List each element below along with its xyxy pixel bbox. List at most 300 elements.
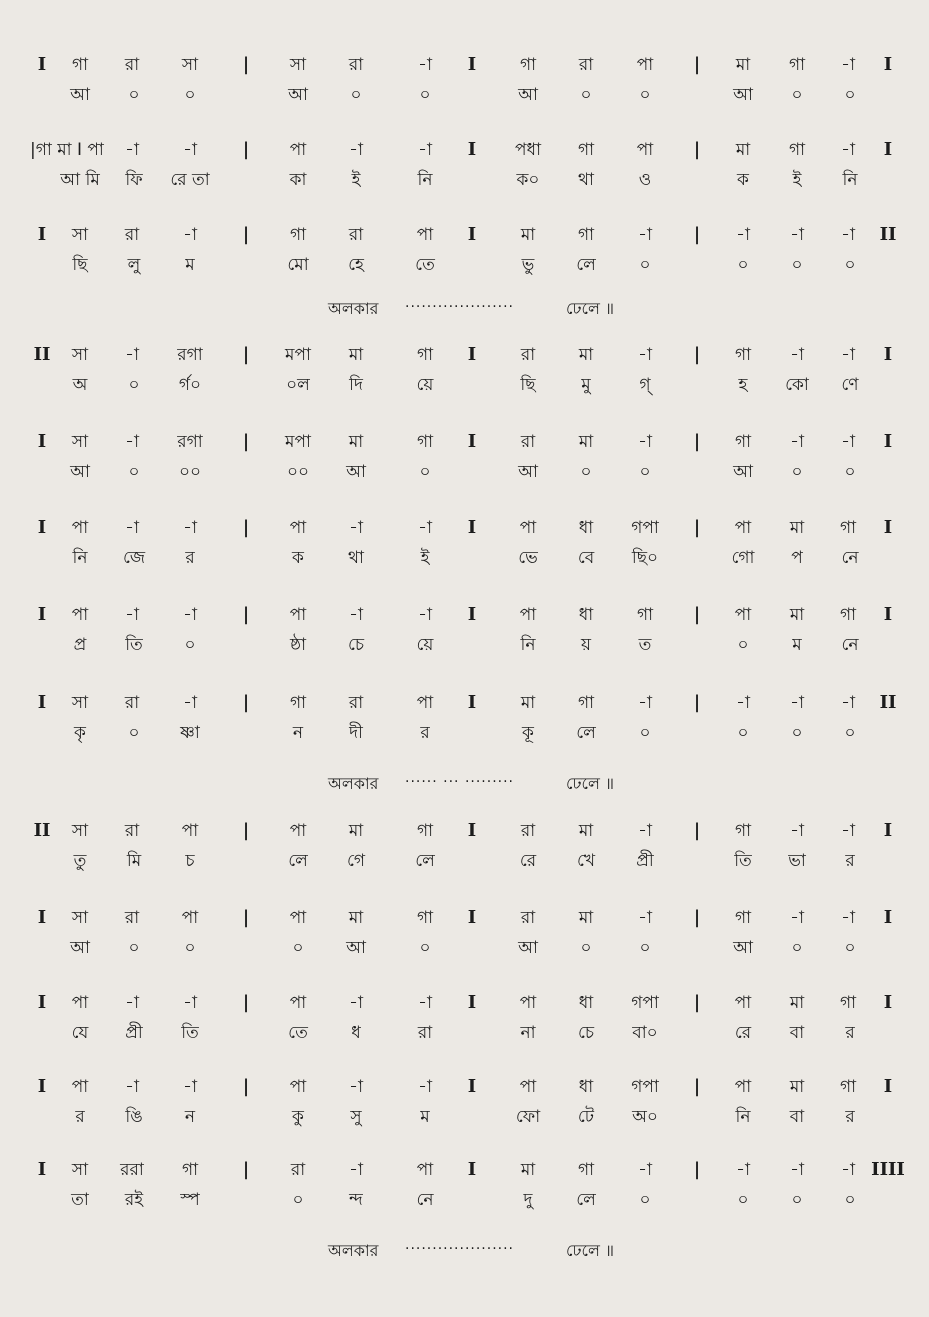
swara-note: -া bbox=[638, 1160, 652, 1180]
bar-line: I bbox=[883, 139, 893, 160]
bar-line: I bbox=[467, 692, 477, 713]
refrain-word: অলকার bbox=[328, 774, 379, 793]
lyric-line bbox=[0, 80, 929, 110]
swara-note: সা bbox=[71, 821, 89, 841]
lyric-syllable: ০ bbox=[737, 1190, 749, 1210]
swara-line bbox=[0, 688, 929, 718]
swara-note: পা bbox=[416, 1160, 434, 1180]
swara-note: গা bbox=[734, 432, 752, 452]
bar-line: I bbox=[883, 54, 893, 75]
lyric-syllable: স্প bbox=[180, 1190, 200, 1210]
swara-note: সা bbox=[71, 693, 89, 713]
bar-line: I bbox=[883, 1076, 893, 1097]
bar-line: I bbox=[467, 54, 477, 75]
lyric-syllable: ০ bbox=[419, 938, 431, 958]
lyric-syllable: হ bbox=[738, 375, 748, 395]
lyric-syllable: প্রী bbox=[125, 1023, 143, 1043]
lyric-syllable: দি bbox=[349, 375, 363, 395]
lyric-syllable: আ bbox=[70, 462, 90, 482]
swara-note: রা bbox=[124, 821, 140, 841]
swara-note: সা bbox=[181, 55, 199, 75]
swara-note: মা bbox=[735, 55, 751, 75]
lyric-syllable: চে bbox=[577, 1023, 595, 1043]
lyric-line bbox=[0, 165, 929, 195]
lyric-syllable: বে bbox=[577, 548, 595, 568]
swara-note: -া bbox=[183, 693, 197, 713]
lyric-syllable: ০ bbox=[639, 1190, 651, 1210]
swara-note: পা bbox=[519, 518, 537, 538]
lyric-syllable: লে bbox=[415, 851, 435, 871]
lyric-syllable: ণে bbox=[841, 375, 859, 395]
swara-line bbox=[0, 600, 929, 630]
swara-note: পা bbox=[289, 605, 307, 625]
lyric-syllable: ০০ bbox=[178, 462, 202, 482]
swara-note: গা bbox=[416, 345, 434, 365]
swara-note: পা bbox=[289, 1077, 307, 1097]
bar-line: | bbox=[242, 517, 250, 538]
swara-note: -া bbox=[349, 1160, 363, 1180]
lyric-syllable: রে bbox=[734, 1023, 752, 1043]
swara-note: -া bbox=[638, 908, 652, 928]
swara-line bbox=[0, 340, 929, 370]
lyric-syllable: ০ bbox=[791, 938, 803, 958]
lyric-syllable: ০ bbox=[791, 462, 803, 482]
lyric-syllable: ০ bbox=[184, 635, 196, 655]
swara-note: সা bbox=[71, 432, 89, 452]
swara-note: -া bbox=[183, 1077, 197, 1097]
lyric-syllable: গে bbox=[346, 851, 366, 871]
lyric-line bbox=[0, 933, 929, 963]
bar-line: | bbox=[242, 139, 250, 160]
swara-note: -া bbox=[638, 345, 652, 365]
lyric-syllable: তু bbox=[73, 851, 87, 871]
bar-line: I bbox=[467, 431, 477, 452]
bar-line: II bbox=[33, 820, 51, 841]
swara-note: রগা bbox=[177, 345, 203, 365]
lyric-syllable: ০ bbox=[350, 85, 362, 105]
lyric-syllable: রে তা bbox=[170, 170, 210, 190]
swara-note: পা bbox=[289, 518, 307, 538]
bar-line: | bbox=[693, 431, 701, 452]
lyric-syllable: নি bbox=[72, 548, 88, 568]
lyric-syllable: তি bbox=[181, 1023, 199, 1043]
lyric-syllable: ক bbox=[737, 170, 749, 190]
swara-note: রা bbox=[520, 345, 536, 365]
refrain-end: ঢেলে ॥ bbox=[566, 299, 615, 318]
swara-note: পা bbox=[636, 140, 654, 160]
lyric-syllable: গ্ bbox=[639, 375, 651, 395]
swara-note: গা bbox=[577, 693, 595, 713]
bar-line: | bbox=[693, 224, 701, 245]
lyric-syllable: য়ে bbox=[416, 375, 434, 395]
lyric-syllable: ছি bbox=[72, 255, 88, 275]
lyric-syllable: মু bbox=[581, 375, 591, 395]
swara-note: -া bbox=[638, 432, 652, 452]
lyric-syllable: কু bbox=[292, 1107, 304, 1127]
lyric-syllable: নে bbox=[841, 635, 859, 655]
lyric-line bbox=[0, 1102, 929, 1132]
lyric-line bbox=[0, 846, 929, 876]
swara-note: সা bbox=[71, 1160, 89, 1180]
lyric-syllable: ০ bbox=[639, 938, 651, 958]
swara-note: রা bbox=[290, 1160, 306, 1180]
swara-note: গা bbox=[577, 1160, 595, 1180]
swara-note: সা bbox=[71, 345, 89, 365]
lyric-syllable: কূ bbox=[522, 723, 534, 743]
bar-line: | bbox=[693, 604, 701, 625]
swara-note: গা bbox=[289, 225, 307, 245]
lyric-syllable: তে bbox=[415, 255, 435, 275]
lyric-syllable: কো bbox=[785, 375, 809, 395]
lyric-syllable: কৃ bbox=[74, 723, 86, 743]
swara-note: -া bbox=[638, 821, 652, 841]
swara-note: -া bbox=[790, 821, 804, 841]
lyric-syllable: ০ bbox=[844, 85, 856, 105]
lyric-syllable: লে bbox=[288, 851, 308, 871]
bar-line: I bbox=[37, 692, 47, 713]
refrain-line bbox=[0, 1238, 929, 1264]
swara-note: পা bbox=[289, 140, 307, 160]
swara-line bbox=[0, 988, 929, 1018]
lyric-syllable: ক bbox=[292, 548, 304, 568]
swara-note: -া bbox=[183, 225, 197, 245]
refrain-end: ঢেলে ॥ bbox=[566, 774, 615, 793]
lyric-syllable: ধ bbox=[351, 1023, 361, 1043]
bar-line: I bbox=[883, 604, 893, 625]
swara-note: -া bbox=[841, 908, 855, 928]
bar-line: | bbox=[693, 820, 701, 841]
lyric-line bbox=[0, 457, 929, 487]
lyric-syllable: লে bbox=[576, 1190, 596, 1210]
swara-note: গা bbox=[416, 821, 434, 841]
swara-note: -া bbox=[841, 1160, 855, 1180]
swara-note: মপা bbox=[285, 432, 311, 452]
swara-line bbox=[0, 816, 929, 846]
swara-note: পা bbox=[71, 993, 89, 1013]
swara-note: -া bbox=[418, 55, 432, 75]
lyric-syllable: রে bbox=[519, 851, 537, 871]
lyric-syllable: ন bbox=[184, 1107, 196, 1127]
refrain-word: অলকার bbox=[328, 1241, 379, 1260]
swara-note: মা bbox=[520, 1160, 536, 1180]
swara-note: মা bbox=[520, 225, 536, 245]
lyric-syllable: থা bbox=[348, 548, 364, 568]
swara-note: -া bbox=[349, 140, 363, 160]
bar-line: I bbox=[467, 992, 477, 1013]
lyric-syllable: ০ bbox=[128, 85, 140, 105]
lyric-syllable: র bbox=[420, 723, 430, 743]
bar-line: | bbox=[693, 1076, 701, 1097]
swara-note: -া bbox=[790, 1160, 804, 1180]
swara-note: গপা bbox=[631, 993, 659, 1013]
bar-line: I bbox=[37, 517, 47, 538]
lyric-syllable: ০ bbox=[791, 723, 803, 743]
swara-note: গা bbox=[416, 908, 434, 928]
swara-note: রা bbox=[348, 225, 364, 245]
swara-note: গা bbox=[734, 908, 752, 928]
lyric-syllable: তি bbox=[125, 635, 143, 655]
swara-note: মা bbox=[348, 908, 364, 928]
swara-note: মপা bbox=[285, 345, 311, 365]
bar-line: | bbox=[693, 54, 701, 75]
bar-line: | bbox=[242, 604, 250, 625]
lyric-syllable: আ bbox=[288, 85, 308, 105]
swara-note: -া bbox=[349, 518, 363, 538]
lyric-syllable: র bbox=[185, 548, 195, 568]
swara-note: পা bbox=[71, 605, 89, 625]
swara-note: গা bbox=[839, 1077, 857, 1097]
lyric-syllable: আ bbox=[733, 85, 753, 105]
lyric-syllable: রা bbox=[417, 1023, 433, 1043]
lyric-syllable: ছি bbox=[520, 375, 536, 395]
lyric-syllable: বা bbox=[789, 1023, 805, 1043]
bar-line: I bbox=[883, 992, 893, 1013]
swara-note: পা bbox=[734, 518, 752, 538]
swara-note: পা bbox=[734, 1077, 752, 1097]
swara-note: -া bbox=[841, 225, 855, 245]
lyric-syllable: র bbox=[845, 851, 855, 871]
lyric-syllable: ০ bbox=[292, 1190, 304, 1210]
lyric-syllable: ০ bbox=[791, 255, 803, 275]
swara-note: পা bbox=[519, 605, 537, 625]
swara-note: রা bbox=[124, 55, 140, 75]
swara-note: -া bbox=[790, 693, 804, 713]
bar-line: | bbox=[693, 1159, 701, 1180]
swara-note: পা bbox=[416, 693, 434, 713]
swara-note: গা bbox=[839, 605, 857, 625]
bar-line: I bbox=[37, 431, 47, 452]
bar-line: I bbox=[37, 224, 47, 245]
lyric-line bbox=[0, 543, 929, 573]
swara-note: পা bbox=[71, 1077, 89, 1097]
lyric-syllable: ০ bbox=[128, 723, 140, 743]
swara-note: -া bbox=[125, 993, 139, 1013]
lyric-syllable: জে bbox=[122, 548, 146, 568]
bar-line: I bbox=[467, 517, 477, 538]
refrain-dots: ···················· bbox=[405, 299, 515, 315]
lyric-syllable: আ bbox=[518, 938, 538, 958]
bar-line: I bbox=[37, 1159, 47, 1180]
bar-line: I bbox=[467, 820, 477, 841]
swara-note: -া bbox=[349, 605, 363, 625]
swara-note: রা bbox=[578, 55, 594, 75]
swara-note: সা bbox=[71, 908, 89, 928]
swara-note: গা bbox=[788, 55, 806, 75]
bar-line: I bbox=[883, 907, 893, 928]
lyric-syllable: ০ bbox=[128, 938, 140, 958]
lyric-syllable: যে bbox=[71, 1023, 89, 1043]
lyric-syllable: হে bbox=[348, 255, 364, 275]
bar-line: I bbox=[467, 344, 477, 365]
lyric-syllable: বা০ bbox=[632, 1023, 658, 1043]
lyric-syllable: ০ bbox=[791, 1190, 803, 1210]
swara-note: গা bbox=[181, 1160, 199, 1180]
refrain-line bbox=[0, 771, 929, 797]
lyric-syllable: ০ bbox=[639, 85, 651, 105]
swara-note: পা bbox=[289, 821, 307, 841]
lyric-syllable: লু bbox=[127, 255, 141, 275]
bar-line: | bbox=[242, 224, 250, 245]
swara-note: -া bbox=[349, 1077, 363, 1097]
swara-note: -া bbox=[841, 432, 855, 452]
bar-line: I bbox=[37, 992, 47, 1013]
swara-note: মা bbox=[578, 908, 594, 928]
lyric-syllable: র bbox=[845, 1023, 855, 1043]
lyric-syllable: র bbox=[75, 1107, 85, 1127]
bar-line: | bbox=[693, 992, 701, 1013]
swara-note: রা bbox=[520, 432, 536, 452]
refrain-end: ঢেলে ॥ bbox=[566, 1241, 615, 1260]
lyric-syllable: তা bbox=[71, 1190, 89, 1210]
lyric-syllable: ষ্ণা bbox=[180, 723, 200, 743]
lyric-syllable: ন্দ bbox=[349, 1190, 363, 1210]
lyric-syllable: গো bbox=[731, 548, 755, 568]
lyric-syllable: য়ে bbox=[416, 635, 434, 655]
swara-note: -া bbox=[841, 693, 855, 713]
lyric-syllable: প bbox=[791, 548, 803, 568]
swara-note: মা bbox=[789, 993, 805, 1013]
lyric-syllable: চে bbox=[347, 635, 365, 655]
bar-line: I bbox=[467, 907, 477, 928]
lyric-syllable: ০ bbox=[292, 938, 304, 958]
swara-note: পা bbox=[416, 225, 434, 245]
lyric-syllable: ০ bbox=[639, 462, 651, 482]
bar-line: I bbox=[467, 139, 477, 160]
lyric-line bbox=[0, 1018, 929, 1048]
lyric-syllable: মো bbox=[287, 255, 309, 275]
lyric-syllable: নি bbox=[735, 1107, 751, 1127]
swara-note: গা bbox=[71, 55, 89, 75]
swara-note: পা bbox=[519, 993, 537, 1013]
bar-line: | bbox=[242, 820, 250, 841]
bar-line: | bbox=[242, 1159, 250, 1180]
swara-note: গা bbox=[577, 140, 595, 160]
swara-note: -া bbox=[790, 345, 804, 365]
swara-note: সা bbox=[71, 225, 89, 245]
lyric-line bbox=[0, 718, 929, 748]
swara-note: -া bbox=[841, 821, 855, 841]
lyric-syllable: অ০ bbox=[632, 1107, 658, 1127]
swara-note: গা bbox=[839, 518, 857, 538]
lyric-syllable: আ bbox=[733, 938, 753, 958]
swara-note: গা bbox=[416, 432, 434, 452]
lyric-syllable: ০ bbox=[844, 1190, 856, 1210]
swara-note: -া bbox=[790, 225, 804, 245]
swara-note: মা bbox=[789, 605, 805, 625]
swara-note: পা bbox=[71, 518, 89, 538]
swara-note: -া bbox=[125, 345, 139, 365]
swara-note: গা bbox=[788, 140, 806, 160]
swara-note: -া bbox=[183, 993, 197, 1013]
swara-note: গা bbox=[636, 605, 654, 625]
bar-line: I bbox=[37, 604, 47, 625]
lyric-syllable: আ bbox=[70, 85, 90, 105]
swara-note: পা bbox=[734, 993, 752, 1013]
lyric-syllable: প্রী bbox=[636, 851, 654, 871]
lyric-syllable: আ মি bbox=[60, 170, 100, 190]
lyric-syllable: ০ bbox=[580, 462, 592, 482]
bar-line: I bbox=[883, 517, 893, 538]
swara-note: মা bbox=[789, 1077, 805, 1097]
lyric-syllable: ভে bbox=[518, 548, 538, 568]
bar-line: | bbox=[242, 692, 250, 713]
bar-line: | bbox=[242, 431, 250, 452]
lyric-syllable: ০ bbox=[844, 462, 856, 482]
swara-note: -া bbox=[125, 432, 139, 452]
lyric-syllable: ও bbox=[638, 170, 652, 190]
swara-note: মা bbox=[520, 693, 536, 713]
swara-note: -া bbox=[125, 518, 139, 538]
bar-line: II bbox=[33, 344, 51, 365]
swara-note: মা bbox=[789, 518, 805, 538]
refrain-dots: ···················· bbox=[405, 1241, 515, 1257]
bar-line: | bbox=[242, 1076, 250, 1097]
refrain-word: অলকার bbox=[328, 299, 379, 318]
lyric-syllable: নি bbox=[842, 170, 858, 190]
lyric-syllable: ০ bbox=[580, 85, 592, 105]
swara-note: -া bbox=[736, 693, 750, 713]
bar-line: | bbox=[242, 54, 250, 75]
lyric-syllable: আ bbox=[518, 462, 538, 482]
swara-note: গা bbox=[577, 225, 595, 245]
lyric-syllable: ম bbox=[420, 1107, 430, 1127]
swara-note: মা bbox=[348, 432, 364, 452]
lyric-syllable: ক০ bbox=[516, 170, 540, 190]
bar-line: | bbox=[693, 692, 701, 713]
lyric-line bbox=[0, 1185, 929, 1215]
swara-note: পা bbox=[519, 1077, 537, 1097]
swara-note: পা bbox=[289, 993, 307, 1013]
lyric-syllable: ০ bbox=[419, 462, 431, 482]
swara-note: -া bbox=[638, 225, 652, 245]
swara-note: পা bbox=[181, 821, 199, 841]
lyric-syllable: অ bbox=[72, 375, 88, 395]
lyric-syllable: র্গ০ bbox=[178, 375, 202, 395]
lyric-syllable: তি bbox=[734, 851, 752, 871]
swara-line bbox=[0, 903, 929, 933]
lyric-syllable: ০ল bbox=[286, 375, 310, 395]
lyric-syllable: ফো bbox=[515, 1107, 541, 1127]
swara-note: মা bbox=[348, 821, 364, 841]
bar-line: | bbox=[693, 344, 701, 365]
swara-line bbox=[0, 1072, 929, 1102]
swara-note: -া bbox=[736, 1160, 750, 1180]
lyric-syllable: ০ bbox=[737, 635, 749, 655]
swara-note: -া bbox=[841, 55, 855, 75]
lyric-syllable: ০ bbox=[844, 255, 856, 275]
swara-note: -া bbox=[183, 140, 197, 160]
swara-note: পা bbox=[289, 908, 307, 928]
lyric-syllable: আ bbox=[733, 462, 753, 482]
lyric-syllable: ০ bbox=[639, 723, 651, 743]
swara-note: রা bbox=[124, 693, 140, 713]
lyric-syllable: ০ bbox=[791, 85, 803, 105]
lyric-line bbox=[0, 250, 929, 280]
lyric-syllable: প্র bbox=[73, 635, 87, 655]
lyric-syllable: ০ bbox=[737, 255, 749, 275]
lyric-syllable: ০ bbox=[128, 462, 140, 482]
lyric-syllable: ০০ bbox=[286, 462, 310, 482]
lyric-syllable: ফি bbox=[125, 170, 143, 190]
lyric-syllable: ম bbox=[792, 635, 802, 655]
refrain-dots: ······ ··· ········· bbox=[405, 774, 515, 790]
lyric-syllable: ই bbox=[420, 548, 430, 568]
lyric-syllable: আ bbox=[70, 938, 90, 958]
lyric-syllable: লে bbox=[576, 723, 596, 743]
swara-note: -া bbox=[125, 1077, 139, 1097]
lyric-syllable: না bbox=[520, 1023, 536, 1043]
lyric-syllable: আ bbox=[346, 462, 366, 482]
